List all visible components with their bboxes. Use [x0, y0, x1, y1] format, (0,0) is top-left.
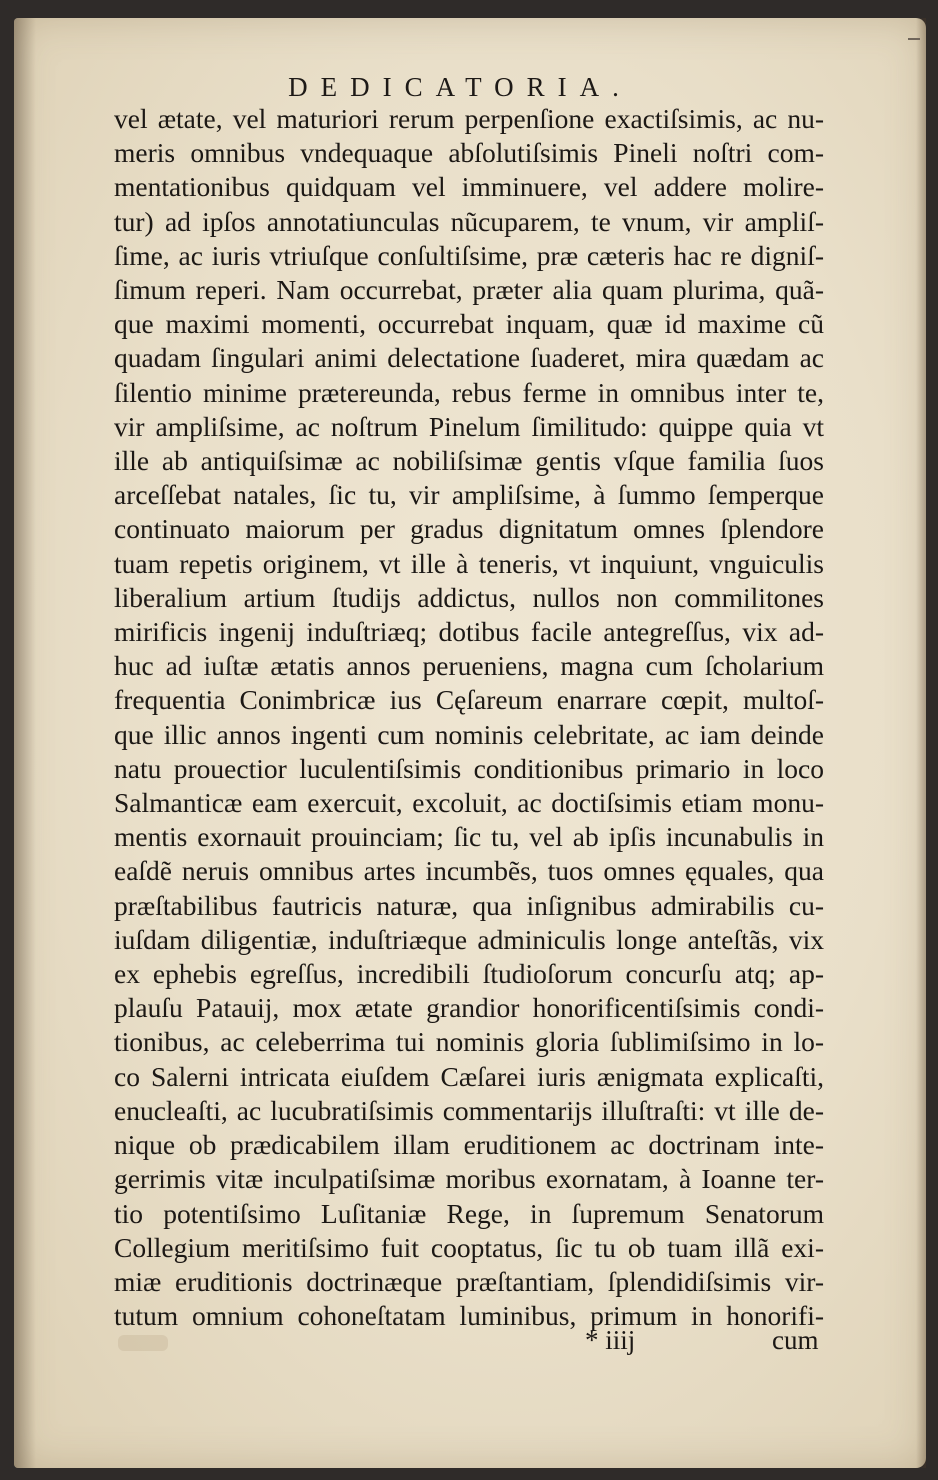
text-line: tur) ad ipſos annotatiunculas nũcuparem, te vnum, vir ampliſ-	[114, 205, 824, 237]
text-line: vel ætate, vel maturiori rerum perpenſione exactiſsimis, ac nu-	[114, 103, 824, 134]
text-line: miæ eruditionis doctrinæque præſtantiam, ſplendidiſsimis vir-	[114, 1265, 824, 1297]
text-line: eaſdẽ neruis omnibus artes incumbẽs, tuos omnes ęquales, qua	[114, 855, 824, 887]
text-line: huc ad iuſtæ ætatis annos perueniens, magna cum ſcholarium	[114, 650, 824, 682]
text-line: nique ob prædicabilem illam eruditionem ac doctrinam inte-	[114, 1129, 824, 1161]
text-line: ſime, ac iuris vtriuſque conſultiſsime, præ cæteris hac re digniſ-	[114, 239, 824, 271]
text-line: tutum omnium cohoneſtatam luminibus, primum in honorifi-	[114, 1300, 824, 1332]
page-gutter-shadow	[14, 18, 36, 1468]
text-line: ex ephebis egreſſus, incredibili ſtudioſorum concurſu atq; ap-	[114, 958, 824, 990]
text-line: iuſdam diligentiæ, induſtriæque adminiculis longe anteſtãs, vix	[114, 923, 824, 955]
running-head: DEDICATORIA.	[288, 72, 632, 102]
text-line: arceſſebat natales, ſic tu, vir ampliſsime, à ſummo ſemperque	[114, 479, 824, 511]
text-line: vir ampliſsime, ac noſtrum Pinelum ſimilitudo: quippe quia vt	[114, 410, 824, 442]
text-line: que illic annos ingenti cum nominis celebritate, ac iam deinde	[114, 718, 824, 750]
text-line: enucleaſti, ac lucubratiſsimis commentarijs illuſtraſti: vt ille de-	[114, 1094, 824, 1126]
signature-mark: * iiij	[585, 1325, 636, 1355]
text-line: meris omnibus vndequaque abſolutiſsimis Pineli noſtri com-	[114, 137, 824, 169]
text-line: gerrimis vitæ inculpatiſsimæ moribus exornatam, à Ioanne ter-	[114, 1163, 824, 1195]
body-text	[114, 102, 824, 1333]
page-corner-mark	[908, 38, 920, 40]
text-line: frequentia Conimbricæ ius Cęſareum enarrare cœpit, multoſ-	[114, 684, 824, 716]
text-line: tionibus, ac celeberrima tui nominis gloria ſublimiſsimo in lo-	[114, 1026, 824, 1058]
text-line: continuato maiorum per gradus dignitatum omnes ſplendore	[114, 513, 824, 545]
text-line: que maximi momenti, occurrebat inquam, quæ id maxime cũ	[114, 308, 824, 340]
text-line: mentationibus quidquam vel imminuere, vel addere molire-	[114, 171, 824, 203]
text-line: plauſu Patauij, mox ætate grandior honorificentiſsimis condi-	[114, 992, 824, 1024]
text-line: liberalium artium ſtudijs addictus, nullos non commilitones	[114, 581, 824, 613]
page-edge-shadow	[916, 18, 926, 1468]
text-line: co Salerni intricata eiuſdem Cæſarei iuris ænigmata explicaſti,	[114, 1060, 824, 1092]
text-line: tuam repetis originem, vt ille à teneris, vt inquiunt, vnguiculis	[114, 547, 824, 579]
text-line: mirificis ingenij induſtriæq; dotibus facile antegreſſus, vix ad-	[114, 616, 824, 648]
text-line: ſimum reperi. Nam occurrebat, præter alia quam plurima, quã-	[114, 274, 824, 306]
text-line: Collegium meritiſsimo fuit cooptatus, ſic tu ob tuam illã exi-	[114, 1231, 824, 1263]
text-line: quadam ſingulari animi delectatione ſuaderet, mira quædam ac	[114, 342, 824, 374]
text-line: præſtabilibus fautricis naturæ, qua inſignibus admirabilis cu-	[114, 889, 824, 921]
text-line: ille ab antiquiſsimæ ac nobiliſsimæ gentis vſque familia ſuos	[114, 445, 824, 477]
text-line: natu prouectior luculentiſsimis conditionibus primario in loco	[114, 752, 824, 784]
text-line: tio potentiſsimo Luſitaniæ Rege, in ſupremum Senatorum	[114, 1197, 824, 1229]
text-line: mentis exornauit prouinciam; ſic tu, vel ab ipſis incunabulis in	[114, 821, 824, 853]
text-line: ſilentio minime prætereunda, rebus ferme in omnibus inter te,	[114, 376, 824, 408]
text-line: Salmanticæ eam exercuit, excoluit, ac doctiſsimis etiam monu-	[114, 787, 824, 819]
catchword: cum	[772, 1325, 819, 1355]
page-stain	[118, 1335, 168, 1351]
